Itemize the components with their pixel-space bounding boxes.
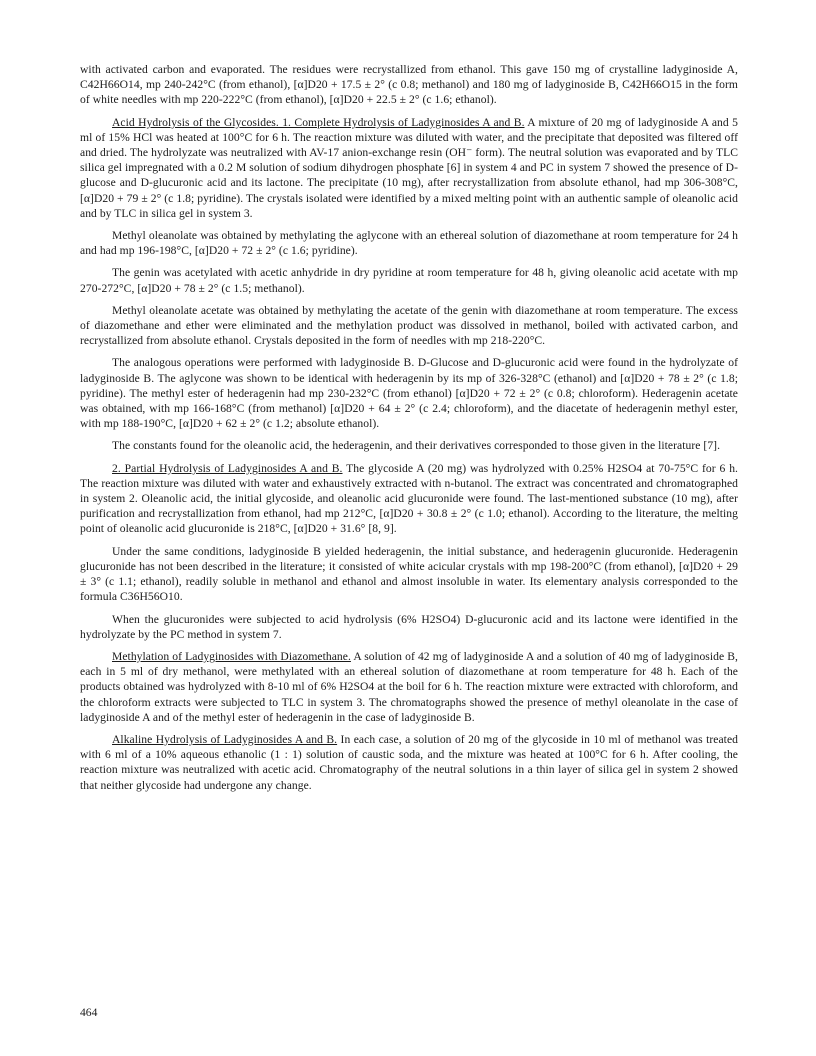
- paragraph-7-text: The constants found for the oleanolic acid, the hederagenin, and their derivatives corresponded to those given in the literature [7].: [112, 439, 721, 453]
- section-heading-methylation: Methylation of Ladyginosides with Diazomethane.: [112, 649, 351, 663]
- paragraph-2: [80, 115, 738, 221]
- section-heading-alkaline-hydrolysis: Alkaline Hydrolysis of Ladyginosides A and B.: [112, 732, 338, 746]
- paragraph-1-text: with activated carbon and evaporated. The residues were recrystallized from ethanol. This gave 150 mg of crystalline ladyginoside A, C42H66O14, mp 240-242°C (from ethanol), [α]D20 + 17.5 ± 2° (c 0.8; methanol) and 180 mg of ladyginoside B, C42H66O15 in the form of white needles with mp 220-222°C (from ethanol), [α]D20 + 22.5 ± 2° (c 1.6; ethanol).: [80, 63, 738, 107]
- paragraph-8-text: The glycoside A (20 mg) was hydrolyzed with 0.25% H2SO4 at 70-75°C for 6 h. The reaction mixture was diluted with water and exhaustively extracted with n-butanol. The extract was concentrated and chromatographed in system 2. Oleanolic acid, the initial glycoside, and oleanolic acid glucuronide were found. The last-mentioned substance (10 mg), after purification and recrystallization from ethanol, had mp 212°C, [α]D20 + 30.8 ± 2° (c 1.0; ethanol). According to the literature, the melting point of oleanolic acid glucuronide is 218°C, [α]D20 + 31.6° [8, 9].: [80, 461, 738, 536]
- paragraph-1: [80, 62, 738, 108]
- paragraph-3-text: Methyl oleanolate was obtained by methylating the aglycone with an ethereal solution of diazomethane at room temperature for 24 h and had mp 196-198°C, [α]D20 + 72 ± 2° (c 1.6; pyridine).: [80, 229, 738, 258]
- paragraph-4: [80, 265, 738, 295]
- paragraph-6-text: The analogous operations were performed with ladyginoside B. D-Glucose and D-glucuronic acid were found in the hydrolyzate of ladyginoside B. The aglycone was shown to be identical with hederagenin by its mp of 326-328°C (ethanol) and [α]D20 + 78 ± 2° (c 1.8; pyridine). The methyl ester of hederagenin had mp 230-232°C (from ethanol) [α]D20 + 72 ± 2° (c 0.8; chloroform). Hederagenin acetate was obtained, with mp 166-168°C (from methanol) [α]D20 + 64 ± 2° (c 2.4; chloroform), and the diacetate of hederagenin methyl ester, with mp 188-190°C, [α]D20 + 62 ± 2° (c 1.2; absolute ethanol).: [80, 356, 738, 431]
- paragraph-9-text: Under the same conditions, ladyginoside B yielded hederagenin, the initial substance, and hederagenin glucuronide. Hederagenin glucuronide has not been described in the literature; it consisted of white acicular crystals with mp 198-200°C (from ethanol), [α]D20 + 29 ± 3° (c 1.1; ethanol), readily soluble in methanol and ethanol and almost insoluble in water. Its elementary analysis corresponded to the formula C36H56O10.: [80, 544, 738, 604]
- section-heading-acid-hydrolysis: Acid Hydrolysis of the Glycosides. 1. Complete Hydrolysis of Ladyginosides A and B.: [112, 115, 525, 129]
- paragraph-11-text: A solution of 42 mg of ladyginoside A and a solution of 40 mg of ladyginoside B, each in 5 ml of dry methanol, were methylated with an ethereal solution of diazomethane at room temperature for 48 h. Each of the products obtained was hydrolyzed with 8-10 ml of 6% H2SO4 at the boil for 6 h. The reaction mixture were extracted with chloroform, and the chloroform extracts were subjected to TLC in system 3. The chromatographs showed the presence of methyl oleanolate in the case of ladyginoside A and of the methyl ester of hederagenin in the case of ladyginoside B.: [80, 649, 738, 724]
- paragraph-6: [80, 355, 738, 431]
- document-body: [80, 62, 738, 800]
- paragraph-12-text: In each case, a solution of 20 mg of the glycoside in 10 ml of methanol was treated with 6 ml of a 10% aqueous ethanolic (1 : 1) solution of caustic soda, and the mixture was heated at 100°C for 6 h. After cooling, the reaction mixture was neutralized with acetic acid. Chromatography of the neutral solutions in a thin layer of silica gel in system 2 showed that neither glycoside had undergone any change.: [80, 732, 738, 792]
- paragraph-5: [80, 303, 738, 349]
- paragraph-12: [80, 732, 738, 793]
- paragraph-4-text: The genin was acetylated with acetic anhydride in dry pyridine at room temperature for 48 h, giving oleanolic acid acetate with mp 270-272°C, [α]D20 + 78 ± 2° (c 1.5; methanol).: [80, 266, 738, 295]
- paragraph-2-text: A mixture of 20 mg of ladyginoside A and 5 ml of 15% HCl was heated at 100°C for 6 h. The reaction mixture was diluted with water, and the precipitate that deposited was filtered off and dried. The hydrolyzate was neutralized with AV-17 anion-exchange resin (OH⁻ form). The neutral solution was evaporated and by TLC silica gel impregnated with a 0.2 M solution of sodium dihydrogen phosphate [6] in system 4 and PC in system 7 showed the presence of D-glucose and D-glucuronic acid and its lactone. The precipitate (10 mg), after recrystallization from absolute ethanol, had mp 306-308°C, [α]D20 + 79 ± 2° (c 1.8; pyridine). The crystals isolated were identified by a mixed melting point with an authentic sample of oleanolic acid and by TLC in silica gel in system 3.: [80, 115, 738, 220]
- paragraph-11: [80, 649, 738, 725]
- page-number: 464: [80, 1006, 98, 1019]
- paragraph-10-text: When the glucuronides were subjected to acid hydrolysis (6% H2SO4) D-glucuronic acid and its lactone were identified in the hydrolyzate by the PC method in system 7.: [80, 612, 738, 641]
- paragraph-7: [80, 438, 738, 453]
- paragraph-3: [80, 228, 738, 258]
- paragraph-5-text: Methyl oleanolate acetate was obtained by methylating the acetate of the genin with diazomethane at room temperature. The excess of diazomethane and ether were eliminated and the methylation product was dissolved in methanol, boiled with activated carbon, and recrystallized from absolute ethanol. Crystals deposited in the form of needles with mp 218-220°C.: [80, 303, 738, 348]
- paragraph-10: [80, 612, 738, 642]
- section-heading-partial-hydrolysis: 2. Partial Hydrolysis of Ladyginosides A and B.: [112, 461, 343, 475]
- paragraph-9: [80, 544, 738, 605]
- paragraph-8: [80, 461, 738, 537]
